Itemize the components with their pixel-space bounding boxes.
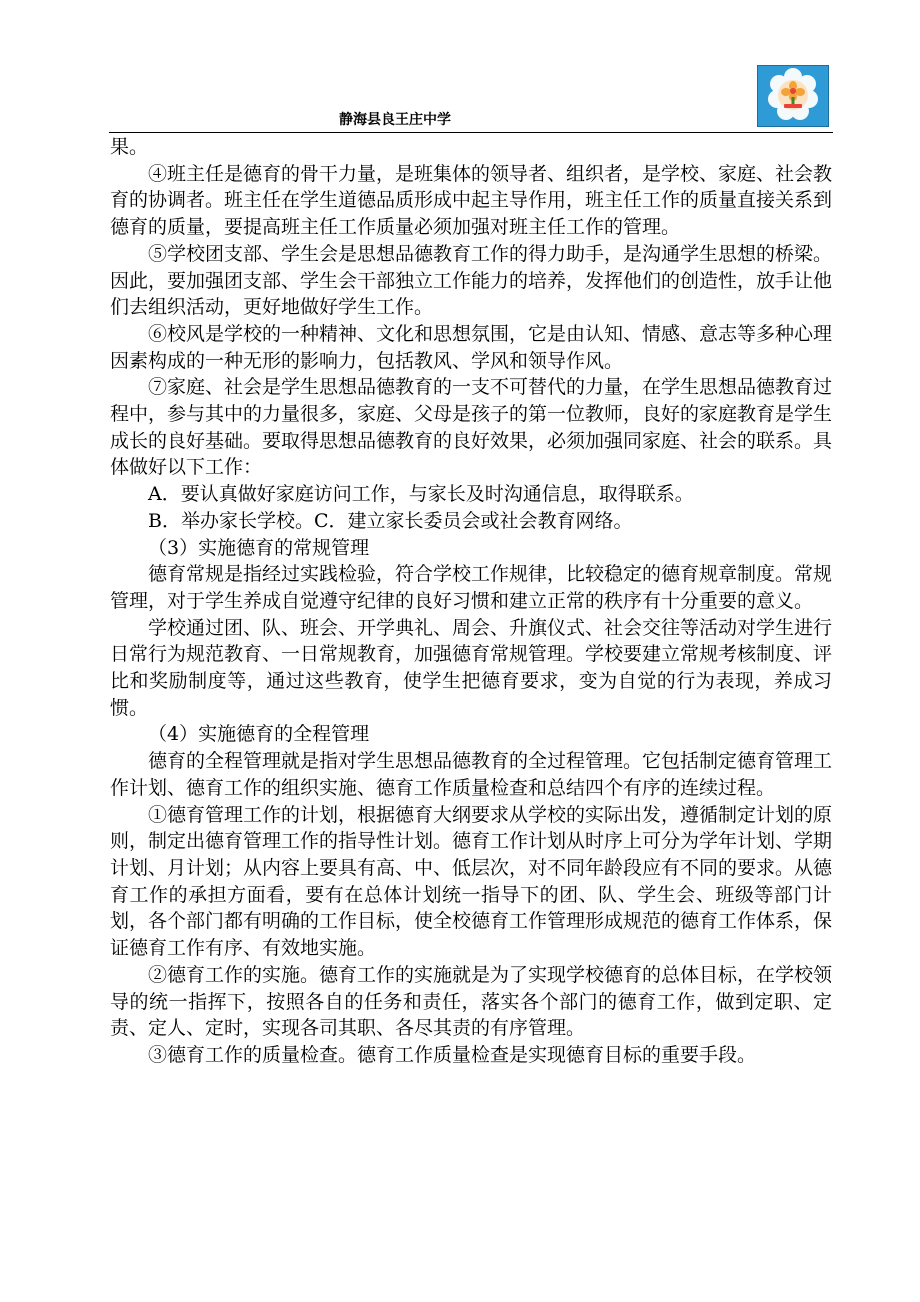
paragraph: （3）实施德育的常规管理 bbox=[148, 536, 370, 559]
document-body bbox=[110, 134, 832, 1069]
paragraph: （4）实施德育的全程管理 bbox=[148, 723, 370, 746]
paragraph: 德育常规是指经过实践检验，符合学校工作规律，比较稳定的德育规章制度。常规管理，对于学生养成自觉遵守纪律的良好习惯和建立正常的秩序有十分重要的意义。 bbox=[110, 563, 833, 612]
paragraph: ⑤学校团支部、学生会是思想品德教育工作的得力助手，是沟通学生思想的桥梁。因此，要加强团支部、学生会干部独立工作能力的培养，发挥他们的创造性，放手让他们去组织活动，更好地做好学生工作。 bbox=[110, 242, 833, 319]
paragraph: ①德育管理工作的计划，根据德育大纲要求从学校的实际出发，遵循制定计划的原则，制定出德育管理工作的指导性计划。德育工作计划从时序上可分为学年计划、学期计划、月计划；从内容上要具有高、中、低层次，对不同年龄段应有不同的要求。从德育工作的承担方面看，要有在总体计划统一指导下的团、队、学生会、班级等部门计划，各个部门都有明确的工作目标，使全校德育工作管理形成规范的德育工作体系，保证德育工作有序、有效地实施。 bbox=[110, 803, 833, 960]
paragraph: A．要认真做好家庭访问工作，与家长及时沟通信息，取得联系。 bbox=[148, 483, 694, 506]
paragraph: ⑥校风是学校的一种精神、文化和思想氛围，它是由认知、情感、意志等多种心理因素构成的一种无形的影响力，包括教风、学风和领导作风。 bbox=[110, 322, 833, 372]
paragraph: 学校通过团、队、班会、开学典礼、周会、升旗仪式、社会交往等活动对学生进行日常行为规范教育、一日常规教育，加强德育常规管理。学校要建立常规考核制度、评比和奖励制度等，通过这些教育，使学生把德育要求，变为自觉的行为表现，养成习惯。 bbox=[110, 616, 833, 719]
paragraph: 德育的全程管理就是指对学生思想品德教育的全过程管理。它包括制定德育管理工作计划、德育工作的组织实施、德育工作质量检查和总结四个有序的连续过程。 bbox=[110, 750, 833, 799]
paragraph: ④班主任是德育的骨干力量，是班集体的领导者、组织者，是学校、家庭、社会教育的协调者。班主任在学生道德品质形成中起主导作用，班主任工作的质量直接关系到德育的质量，要提高班主任工作质量必须加强对班主任工作的管理。 bbox=[110, 162, 833, 239]
paragraph: 果。 bbox=[110, 136, 149, 158]
paragraph: ③德育工作的质量检查。德育工作质量检查是实现德育目标的重要手段。 bbox=[148, 1043, 757, 1066]
header-divider bbox=[109, 132, 833, 133]
paragraph: ②德育工作的实施。德育工作的实施就是为了实现学校德育的总体目标，在学校领导的统一指挥下，按照各自的任务和责任，落实各个部门的德育工作，做到定职、定责、定人、定时，实现各司其职、各尽其责的有序管理。 bbox=[110, 963, 833, 1040]
paragraph: B．举办家长学校。C．建立家长委员会或社会教育网络。 bbox=[148, 509, 633, 532]
paragraph: ⑦家庭、社会是学生思想品德教育的一支不可替代的力量，在学生思想品德教育过程中，参与其中的力量很多，家庭、父母是孩子的第一位教师，良好的家庭教育是学生成长的良好基础。要取得思想品德教育的良好效果，必须加强同家庭、社会的联系。具体做好以下工作： bbox=[110, 376, 833, 479]
school-name-header: 静海县良王庄中学 bbox=[339, 112, 451, 128]
